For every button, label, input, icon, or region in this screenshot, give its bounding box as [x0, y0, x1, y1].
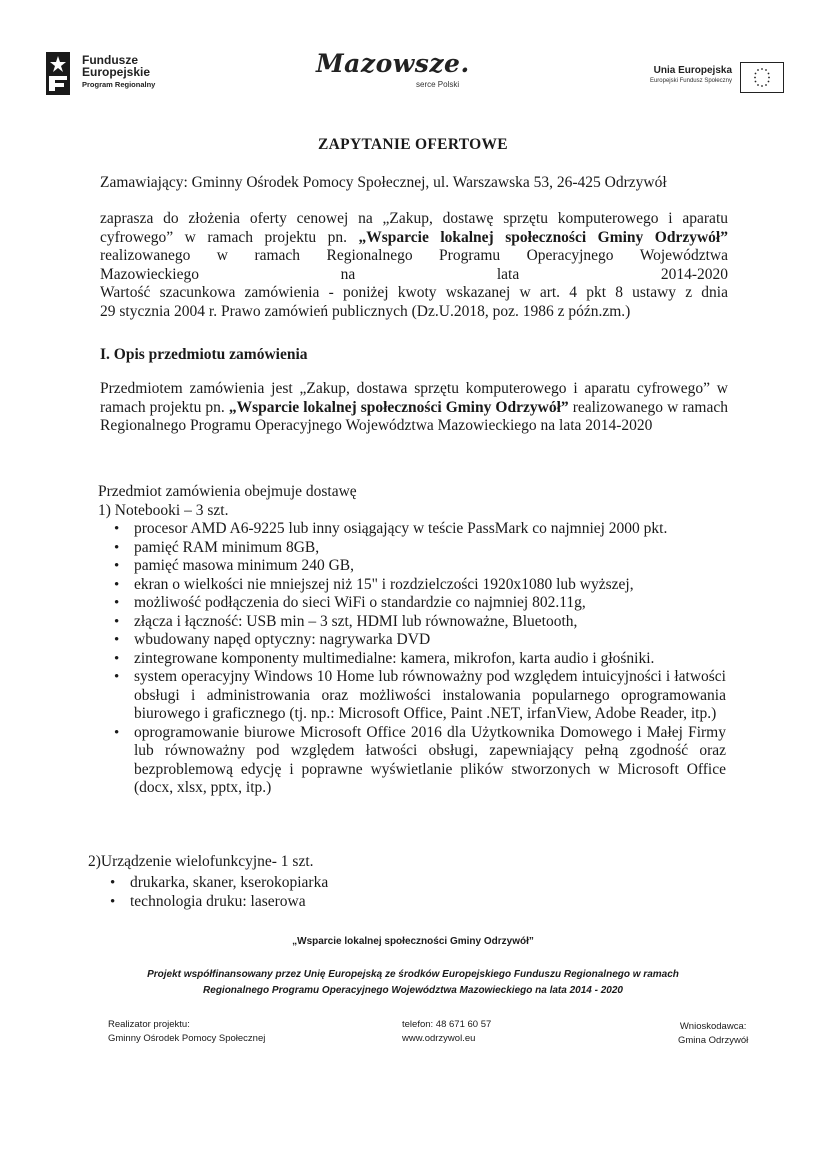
list-item: • wbudowany napęd optyczny: nagrywarka DVD	[112, 631, 726, 650]
logo-line: Europejskie	[82, 65, 151, 79]
implementer-name: Gminny Ośrodek Pomocy Społecznej	[108, 1033, 266, 1044]
intro-line: Wartość szacunkowa zamówienia - poniżej kwoty wskazanej w art. 4 pkt 8 ustawy z dnia	[100, 284, 728, 301]
intro-line: Mazowieckiego na lata 2014-2020	[100, 265, 728, 283]
intro-text: cyfrowego” w ramach projektu pn.	[100, 228, 359, 246]
contact-block	[402, 1018, 491, 1046]
logo-line: Fundusze	[82, 53, 138, 67]
items-intro: Przedmiot zamówienia obejmuje dostawę	[98, 483, 357, 500]
document-title: ZAPYTANIE OFERTOWE	[318, 136, 508, 153]
cofinancing-line: Regionalnego Programu Operacyjnego Województwa Mazowieckiego na lata 2014 - 2020	[203, 985, 623, 996]
notebook-specs-list	[112, 520, 726, 798]
multifunction-device-heading: 2)Urządzenie wielofunkcyjne- 1 szt.	[88, 853, 314, 870]
applicant-label: Wnioskodawca:	[679, 1021, 747, 1032]
list-item: • technologia druku: laserowa	[108, 893, 722, 912]
list-item: • złącza i łączność: USB min – 3 szt, HDMI lub równoważne, Bluetooth,	[112, 613, 726, 632]
contracting-authority: Zamawiający: Gminny Ośrodek Pomocy Społecznej, ul. Warszawska 53, 26-425 Odrzywół	[100, 174, 667, 191]
website-link[interactable]: www.odrzywol.eu	[402, 1033, 476, 1044]
mazowsze-tagline: serce Polski	[416, 80, 460, 89]
list-item: • pamięć masowa minimum 240 GB,	[112, 557, 726, 576]
intro-line: realizowanego w ramach Regionalnego Programu Operacyjnego Województwa	[100, 247, 728, 264]
description-text: realizowanego w ramach Regionalnego Programu Operacyjnego Województwa Mazowieckiego na lata 2014-2020	[100, 398, 729, 434]
fundusze-europejskie-text	[82, 54, 155, 91]
applicant-block	[678, 1020, 748, 1048]
list-item: • oprogramowanie biurowe Microsoft Office 2016 dla Użytkownika Domowego i Małej Firmy lub równoważny pod względem łatwości obsługi, zapewniający pełną zgodność oraz bezproblemową edycję i poprawne wyświetlanie plików stworzonych w Microsoft Office (docx, xlsx, pptx, itp.)	[112, 724, 726, 798]
project-name-bold: „Wsparcie lokalnej społeczności Gminy Odrzywół”	[358, 228, 728, 246]
eu-flag-icon	[740, 62, 784, 93]
implementer-block	[108, 1018, 265, 1046]
list-item: • zintegrowane komponenty multimedialne: kamera, mikrofon, karta audio i głośniki.	[112, 650, 726, 669]
intro-line	[100, 229, 728, 248]
logo-line: Unia Europejska	[653, 65, 732, 76]
notebooks-heading: 1) Notebooki – 3 szt.	[98, 502, 229, 519]
intro-line: zaprasza do złożenia oferty cenowej na „Zakup, dostawę sprzętu komputerowego i aparatu	[100, 210, 728, 227]
cofinancing-line: Projekt współfinansowany przez Unię Europejską ze środków Europejskiego Funduszu Regionalnego w ramach	[147, 969, 679, 980]
description-text: Przedmiotem zamówienia jest „Zakup, dostawa sprzętu komputerowego i aparatu cyfrowego” w ramach projektu pn.	[100, 380, 728, 416]
list-item: • system operacyjny Windows 10 Home lub równoważny pod względem intuicyjności i łatwości obsługi i administrowania oraz możliwości instalowania popularnego oprogramowania biurowego i graficznego (tj. np.: Microsoft Office, Paint .NET, irfanView, Adobe Reader, itp.)	[112, 668, 726, 724]
list-item: • możliwość podłączenia do sieci WiFi o standardzie co najmniej 802.11g,	[112, 594, 726, 613]
fundusze-europejskie-logo-icon	[46, 52, 70, 95]
order-description	[100, 380, 728, 436]
list-item: • procesor AMD A6-9225 lub inny osiągający w teście PassMark co najmniej 2000 pkt.	[112, 520, 726, 539]
footer-project-name: „Wsparcie lokalnej społeczności Gminy Odrzywół”	[292, 936, 534, 947]
list-item: • drukarka, skaner, kserokopiarka	[108, 874, 722, 893]
logo-line: Program Regionalny	[82, 80, 156, 89]
mazowsze-logo	[316, 49, 470, 94]
mfp-specs-list	[108, 874, 722, 911]
list-item: • ekran o wielkości nie mniejszej niż 15" i rozdzielczości 1920x1080 lub wyższej,	[112, 576, 726, 595]
cofinancing-note	[110, 967, 716, 999]
intro-paragraph	[100, 210, 728, 321]
phone-text: telefon: 48 671 60 57	[402, 1019, 492, 1030]
unia-europejska-text	[650, 65, 732, 87]
intro-line: 29 stycznia 2004 r. Prawo zamówień publicznych (Dz.U.2018, poz. 1986 z późn.zm.)	[100, 302, 631, 320]
implementer-label: Realizator projektu:	[108, 1019, 190, 1030]
logo-line: Europejski Fundusz Społeczny	[649, 78, 732, 84]
project-name-bold: „Wsparcie lokalnej społeczności Gminy Odrzywół”	[228, 398, 569, 416]
section-heading: I. Opis przedmiotu zamówienia	[100, 346, 308, 363]
applicant-name: Gmina Odrzywół	[678, 1035, 749, 1046]
list-item: • pamięć RAM minimum 8GB,	[112, 539, 726, 558]
mazowsze-wordmark: Mazowsze.	[316, 49, 470, 78]
